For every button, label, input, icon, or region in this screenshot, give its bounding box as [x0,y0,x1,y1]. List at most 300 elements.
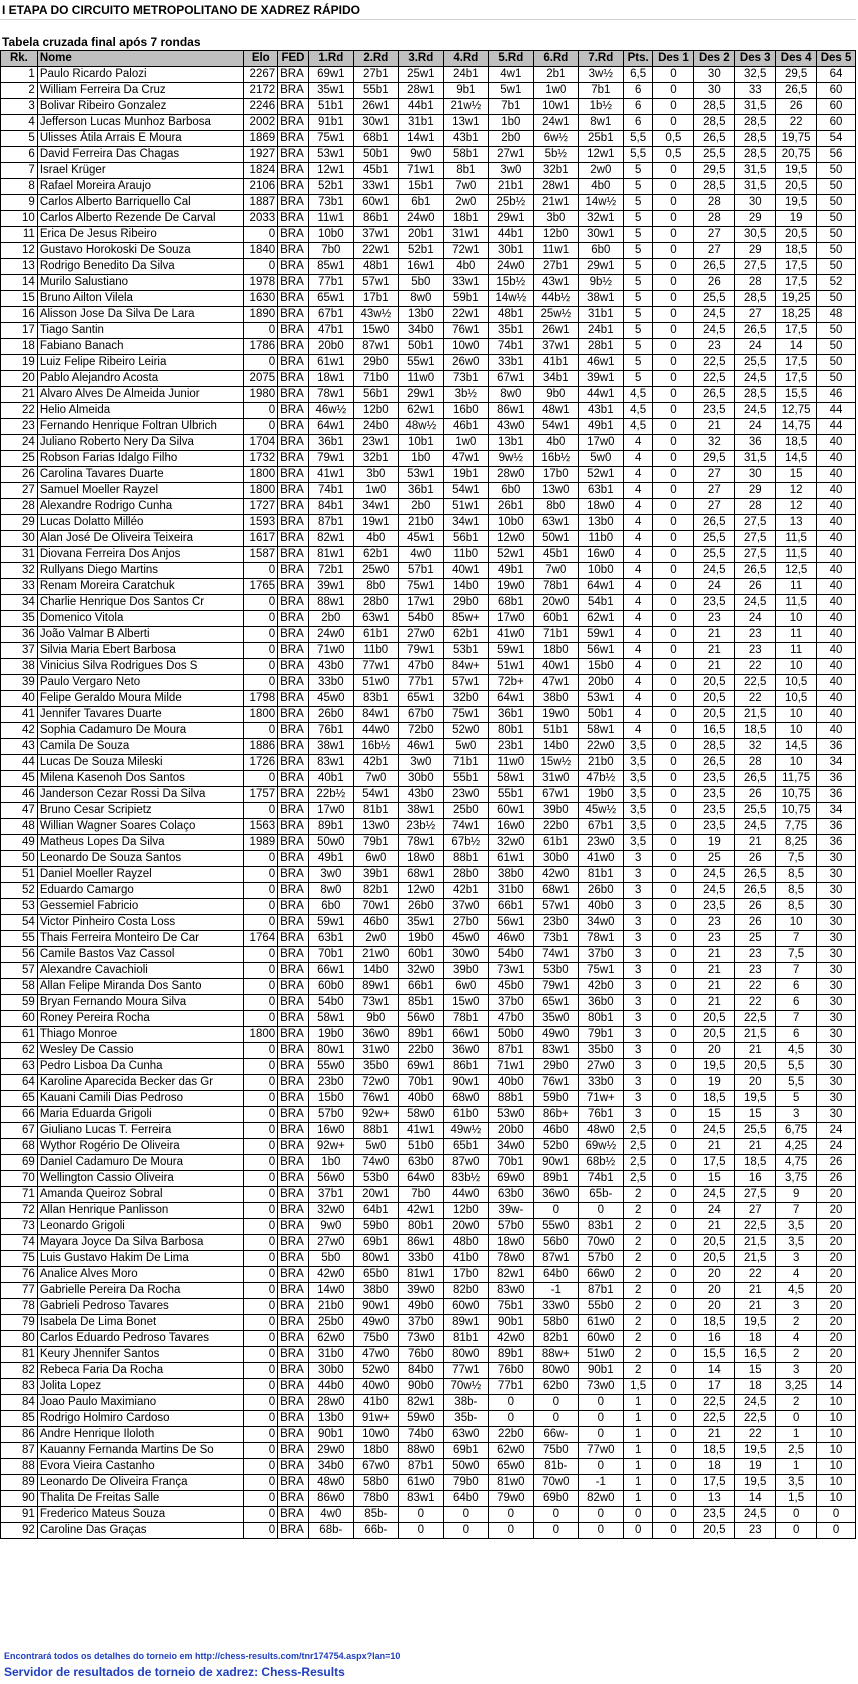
cell-tiebreak-2: 29,5 [694,451,735,467]
cell-rank: 29 [1,515,38,531]
cell-round-3: 78w1 [398,835,443,851]
cell-tiebreak-3: 32,5 [735,67,776,83]
cell-rank: 54 [1,915,38,931]
cell-rank: 83 [1,1379,38,1395]
cell-round-5: 13b1 [488,435,533,451]
cell-round-4: 32b0 [443,691,488,707]
cell-tiebreak-2: 20,5 [694,675,735,691]
cell-round-5: 40b0 [488,1075,533,1091]
cell-tiebreak-4: 4,5 [776,1283,817,1299]
cell-round-7: 90b1 [578,1363,623,1379]
cell-tiebreak-4: 15 [776,467,817,483]
table-row [1,723,856,739]
cell-tiebreak-5: 50 [817,259,856,275]
cell-tiebreak-2: 28,5 [694,115,735,131]
cell-round-1: 66w1 [308,963,353,979]
cell-round-7: 24b1 [578,323,623,339]
cell-player-name: Mayara Joyce Da Silva Barbosa [37,1235,244,1251]
cell-round-7: 0 [578,1395,623,1411]
cell-elo: 0 [244,1507,278,1523]
cell-round-6: 48w1 [533,403,578,419]
col-header-tiebreak-2: Des 2 [694,51,735,67]
cell-round-7: 40b0 [578,899,623,915]
table-row [1,1363,856,1379]
cell-tiebreak-2: 20,5 [694,1027,735,1043]
cell-rank: 40 [1,691,38,707]
cell-tiebreak-1: 0 [653,643,694,659]
cell-tiebreak-4: 10,75 [776,803,817,819]
cell-round-6: 82b1 [533,1331,578,1347]
cell-round-6: 90w1 [533,1155,578,1171]
cell-round-5: 58w1 [488,771,533,787]
table-row [1,1331,856,1347]
table-row [1,771,856,787]
cell-round-4: 90w1 [443,1075,488,1091]
cell-round-3: 29w1 [398,387,443,403]
cell-tiebreak-2: 22,5 [694,1411,735,1427]
cell-round-2: 50b1 [353,147,398,163]
cell-tiebreak-1: 0 [653,99,694,115]
cell-tiebreak-4: 7,75 [776,819,817,835]
cell-round-4: 44w0 [443,1187,488,1203]
cell-player-name: Jennifer Tavares Duarte [37,707,244,723]
cell-round-6: 73b1 [533,931,578,947]
cell-round-7: 3w½ [578,67,623,83]
cell-federation: BRA [278,227,309,243]
cell-round-3: 64w0 [398,1171,443,1187]
cell-federation: BRA [278,1123,309,1139]
cell-round-2: 24b0 [353,419,398,435]
cell-round-2: 40w0 [353,1379,398,1395]
cell-tiebreak-4: 18,5 [776,243,817,259]
cell-elo: 0 [244,803,278,819]
cell-points: 2,5 [623,1171,653,1187]
cell-tiebreak-1: 0 [653,1155,694,1171]
cell-player-name: Rebeca Faria Da Rocha [37,1363,244,1379]
cell-round-4: 61b0 [443,1107,488,1123]
table-row [1,403,856,419]
cell-round-1: 43b0 [308,659,353,675]
cell-federation: BRA [278,1091,309,1107]
cell-round-4: 43b1 [443,131,488,147]
cell-tiebreak-1: 0 [653,1027,694,1043]
cell-tiebreak-3: 19 [735,1459,776,1475]
cell-elo: 0 [244,419,278,435]
cell-round-1: 86w0 [308,1491,353,1507]
cell-tiebreak-3: 28,5 [735,387,776,403]
cell-round-6: 34b1 [533,371,578,387]
cell-round-5: 27w1 [488,147,533,163]
cell-tiebreak-4: 14,5 [776,451,817,467]
cell-round-6: 59b0 [533,1091,578,1107]
cell-round-1: 61w1 [308,355,353,371]
cell-tiebreak-3: 27,5 [735,547,776,563]
cell-points: 4 [623,595,653,611]
cell-round-3: 51b0 [398,1139,443,1155]
cell-tiebreak-2: 21 [694,979,735,995]
cell-rank: 61 [1,1027,38,1043]
cell-tiebreak-5: 20 [817,1363,856,1379]
cell-round-4: 3b½ [443,387,488,403]
cell-round-3: 8w0 [398,291,443,307]
table-row [1,979,856,995]
cell-round-5: 29w1 [488,211,533,227]
cell-round-7: 75w1 [578,963,623,979]
cell-tiebreak-3: 25,5 [735,1123,776,1139]
cell-tiebreak-4: 11 [776,627,817,643]
cell-round-6: 38b0 [533,691,578,707]
cell-round-2: 25w0 [353,563,398,579]
cell-round-1: 68b- [308,1523,353,1539]
cell-round-6: 71b1 [533,627,578,643]
cell-round-7: 81b1 [578,867,623,883]
cell-round-5: 39w- [488,1203,533,1219]
cell-tiebreak-4: 14 [776,339,817,355]
cell-player-name: Camila De Souza [37,739,244,755]
cell-tiebreak-1: 0 [653,931,694,947]
cell-federation: BRA [278,1139,309,1155]
cell-elo: 0 [244,1251,278,1267]
cell-elo: 0 [244,1523,278,1539]
cell-tiebreak-3: 22 [735,995,776,1011]
cell-elo: 1840 [244,243,278,259]
cell-tiebreak-3: 21 [735,1299,776,1315]
cell-round-6: 45b1 [533,547,578,563]
cell-player-name: Erica De Jesus Ribeiro [37,227,244,243]
cell-player-name: Gustavo Horokoski De Souza [37,243,244,259]
chess-results-link[interactable]: Servidor de resultados de torneio de xadrez: Chess-Results [4,1665,345,1679]
cell-player-name: Leonardo De Souza Santos [37,851,244,867]
cell-tiebreak-4: 7 [776,1011,817,1027]
cell-round-1: 71w0 [308,643,353,659]
cell-tiebreak-1: 0 [653,627,694,643]
cell-elo: 0 [244,611,278,627]
cell-rank: 47 [1,803,38,819]
cell-federation: BRA [278,371,309,387]
cell-tiebreak-1: 0 [653,1107,694,1123]
cell-tiebreak-3: 25,5 [735,355,776,371]
cell-round-7: 67b1 [578,819,623,835]
cell-tiebreak-3: 15 [735,1363,776,1379]
cell-points: 4 [623,467,653,483]
cell-tiebreak-2: 25,5 [694,147,735,163]
cell-points: 6,5 [623,67,653,83]
cell-tiebreak-2: 15 [694,1171,735,1187]
cell-round-1: 42w0 [308,1267,353,1283]
table-row [1,963,856,979]
cell-player-name: Matheus Lopes Da Silva [37,835,244,851]
cell-round-5: 80b1 [488,723,533,739]
cell-tiebreak-2: 24,5 [694,867,735,883]
cell-player-name: Camile Bastos Vaz Cassol [37,947,244,963]
cell-round-1: 16w0 [308,1123,353,1139]
cell-tiebreak-2: 21 [694,963,735,979]
cell-round-1: 52b1 [308,179,353,195]
cell-round-3: 9w0 [398,147,443,163]
cell-tiebreak-1: 0 [653,483,694,499]
cell-round-6: 67w1 [533,787,578,803]
cell-elo: 1798 [244,691,278,707]
cell-round-2: 56b1 [353,387,398,403]
cell-tiebreak-1: 0 [653,67,694,83]
cell-round-6: 65w1 [533,995,578,1011]
cell-round-4: 76w1 [443,323,488,339]
cell-rank: 66 [1,1107,38,1123]
cell-round-3: 68w1 [398,867,443,883]
cell-round-3: 88w0 [398,1443,443,1459]
cell-player-name: Amanda Queiroz Sobral [37,1187,244,1203]
cell-round-3: 34b0 [398,323,443,339]
cell-player-name: Israel Krüger [37,163,244,179]
cell-round-2: 47w0 [353,1347,398,1363]
cell-round-3: 5b0 [398,275,443,291]
cell-rank: 82 [1,1363,38,1379]
cell-tiebreak-2: 20 [694,1043,735,1059]
cell-elo: 0 [244,1011,278,1027]
cell-tiebreak-2: 27 [694,483,735,499]
cell-tiebreak-3: 26,5 [735,563,776,579]
cell-points: 6 [623,99,653,115]
cell-rank: 30 [1,531,38,547]
cell-tiebreak-5: 30 [817,1059,856,1075]
cell-round-4: 15w0 [443,995,488,1011]
cell-tiebreak-1: 0 [653,1283,694,1299]
cell-points: 2 [623,1251,653,1267]
cell-elo: 0 [244,1187,278,1203]
cell-tiebreak-3: 28,5 [735,131,776,147]
cell-round-5: 14w½ [488,291,533,307]
table-row [1,435,856,451]
cell-tiebreak-1: 0 [653,115,694,131]
cell-round-4: 35b- [443,1411,488,1427]
cell-federation: BRA [278,419,309,435]
cell-points: 4,5 [623,419,653,435]
cell-elo: 0 [244,915,278,931]
cell-round-3: 75w1 [398,579,443,595]
cell-rank: 35 [1,611,38,627]
cell-round-2: 30w1 [353,115,398,131]
cell-round-5: 32w0 [488,835,533,851]
cell-rank: 92 [1,1523,38,1539]
cell-points: 3 [623,1059,653,1075]
cell-rank: 5 [1,131,38,147]
cell-federation: BRA [278,691,309,707]
cell-tiebreak-5: 20 [817,1219,856,1235]
cell-tiebreak-3: 22,5 [735,675,776,691]
cell-tiebreak-3: 28,5 [735,115,776,131]
cell-round-4: 0 [443,1523,488,1539]
cell-tiebreak-4: 10 [776,723,817,739]
cell-round-2: 52w0 [353,1363,398,1379]
table-row [1,627,856,643]
cell-round-1: 33b0 [308,675,353,691]
cell-tiebreak-2: 18,5 [694,1443,735,1459]
cell-federation: BRA [278,307,309,323]
cell-round-7: 1b½ [578,99,623,115]
cell-federation: BRA [278,595,309,611]
table-row [1,195,856,211]
cell-round-7: 73w0 [578,1379,623,1395]
cell-elo: 1593 [244,515,278,531]
cell-player-name: Fabiano Banach [37,339,244,355]
cell-rank: 4 [1,115,38,131]
cell-round-7: 5w0 [578,451,623,467]
cell-tiebreak-2: 22,5 [694,1395,735,1411]
cell-points: 2 [623,1219,653,1235]
cell-tiebreak-4: 14,5 [776,739,817,755]
cell-round-7: 49b1 [578,419,623,435]
cell-round-2: 91w+ [353,1411,398,1427]
table-row [1,1315,856,1331]
cell-federation: BRA [278,1491,309,1507]
cell-tiebreak-3: 22,5 [735,1219,776,1235]
cell-round-5: 68b1 [488,595,533,611]
cell-round-6: 21w1 [533,195,578,211]
cell-round-3: 30b0 [398,771,443,787]
cell-tiebreak-4: 10 [776,707,817,723]
cell-round-3: 6b1 [398,195,443,211]
cell-round-7: 62w1 [578,611,623,627]
cell-round-2: 15w0 [353,323,398,339]
cell-tiebreak-1: 0 [653,963,694,979]
cell-round-5: 31b0 [488,883,533,899]
cell-points: 3,5 [623,739,653,755]
cell-round-2: 38b0 [353,1283,398,1299]
cell-points: 5,5 [623,131,653,147]
cell-round-3: 63b0 [398,1155,443,1171]
cell-tiebreak-3: 18 [735,1379,776,1395]
cell-points: 1 [623,1475,653,1491]
cell-tiebreak-1: 0 [653,419,694,435]
cell-round-1: 79w1 [308,451,353,467]
cell-round-6: 41b1 [533,355,578,371]
cell-elo: 0 [244,1491,278,1507]
cell-round-5: 66b1 [488,899,533,915]
cell-round-7: 37b0 [578,947,623,963]
cell-tiebreak-3: 36 [735,435,776,451]
cell-tiebreak-5: 50 [817,227,856,243]
cell-round-5: 70b1 [488,1155,533,1171]
cell-player-name: Paulo Ricardo Palozi [37,67,244,83]
cell-tiebreak-3: 21 [735,1283,776,1299]
cell-round-7: 39w1 [578,371,623,387]
cell-round-5: 88b1 [488,1091,533,1107]
cell-round-7: 27w0 [578,1059,623,1075]
cell-round-1: 45w0 [308,691,353,707]
cell-tiebreak-1: 0 [653,771,694,787]
cell-player-name: Isabela De Lima Bonet [37,1315,244,1331]
cell-elo: 0 [244,1219,278,1235]
cell-tiebreak-3: 16,5 [735,1347,776,1363]
cell-tiebreak-3: 27,5 [735,259,776,275]
cell-points: 1 [623,1459,653,1475]
cell-player-name: Leonardo Grigoli [37,1219,244,1235]
cell-elo: 1765 [244,579,278,595]
cell-round-5: 43w0 [488,419,533,435]
cell-round-5: 90b1 [488,1315,533,1331]
cell-federation: BRA [278,211,309,227]
cell-tiebreak-4: 22 [776,115,817,131]
cell-tiebreak-2: 23 [694,915,735,931]
table-row [1,819,856,835]
cell-tiebreak-5: 50 [817,195,856,211]
cell-round-2: 18b0 [353,1443,398,1459]
cell-tiebreak-5: 40 [817,691,856,707]
cell-elo: 0 [244,867,278,883]
cell-rank: 26 [1,467,38,483]
cell-elo: 0 [244,1363,278,1379]
cell-round-1: 48w0 [308,1475,353,1491]
cell-tiebreak-2: 21 [694,419,735,435]
cell-round-4: 47w1 [443,451,488,467]
col-header-name: Nome [37,51,244,67]
cell-tiebreak-2: 24 [694,579,735,595]
cell-tiebreak-3: 25 [735,931,776,947]
cell-round-7: 0 [578,1203,623,1219]
cell-round-5: 41w0 [488,627,533,643]
cell-round-4: 57w1 [443,675,488,691]
cell-round-5: 22b0 [488,1427,533,1443]
cell-elo: 1927 [244,147,278,163]
table-row [1,1299,856,1315]
cell-player-name: Diovana Ferreira Dos Anjos [37,547,244,563]
cell-round-2: 26w1 [353,99,398,115]
cell-tiebreak-4: 9 [776,1187,817,1203]
table-row [1,99,856,115]
cell-rank: 70 [1,1171,38,1187]
cell-round-2: 87w1 [353,339,398,355]
cell-tiebreak-2: 17,5 [694,1155,735,1171]
cell-round-5: 62w0 [488,1443,533,1459]
cell-round-2: 80w1 [353,1251,398,1267]
cell-round-2: 46b0 [353,915,398,931]
table-row [1,691,856,707]
cell-points: 1,5 [623,1379,653,1395]
cell-tiebreak-1: 0 [653,1507,694,1523]
cell-round-6: 25w½ [533,307,578,323]
cell-round-4: 18b1 [443,211,488,227]
cell-round-7: 43b1 [578,403,623,419]
cell-round-2: 63w1 [353,611,398,627]
cell-tiebreak-3: 26,5 [735,323,776,339]
cell-tiebreak-4: 29,5 [776,67,817,83]
cell-tiebreak-1: 0 [653,1411,694,1427]
cell-tiebreak-3: 24,5 [735,1395,776,1411]
cell-points: 3 [623,915,653,931]
cell-round-4: 17b0 [443,1267,488,1283]
cell-tiebreak-4: 11 [776,643,817,659]
table-row [1,291,856,307]
cell-round-4: 0 [443,1507,488,1523]
cell-elo: 0 [244,627,278,643]
cell-player-name: João Valmar B Alberti [37,627,244,643]
cell-federation: BRA [278,435,309,451]
cell-federation: BRA [278,1203,309,1219]
table-row [1,739,856,755]
cell-round-6: 39b0 [533,803,578,819]
cell-federation: BRA [278,1379,309,1395]
cell-round-7: 50b1 [578,707,623,723]
cell-round-4: 9b1 [443,83,488,99]
cell-round-3: 20b1 [398,227,443,243]
cell-player-name: Victor Pinheiro Costa Loss [37,915,244,931]
cell-elo: 0 [244,1299,278,1315]
cell-tiebreak-5: 40 [817,659,856,675]
cell-tiebreak-1: 0 [653,243,694,259]
cell-tiebreak-2: 21 [694,947,735,963]
cell-round-6: 86b+ [533,1107,578,1123]
cell-round-1: 15b0 [308,1091,353,1107]
